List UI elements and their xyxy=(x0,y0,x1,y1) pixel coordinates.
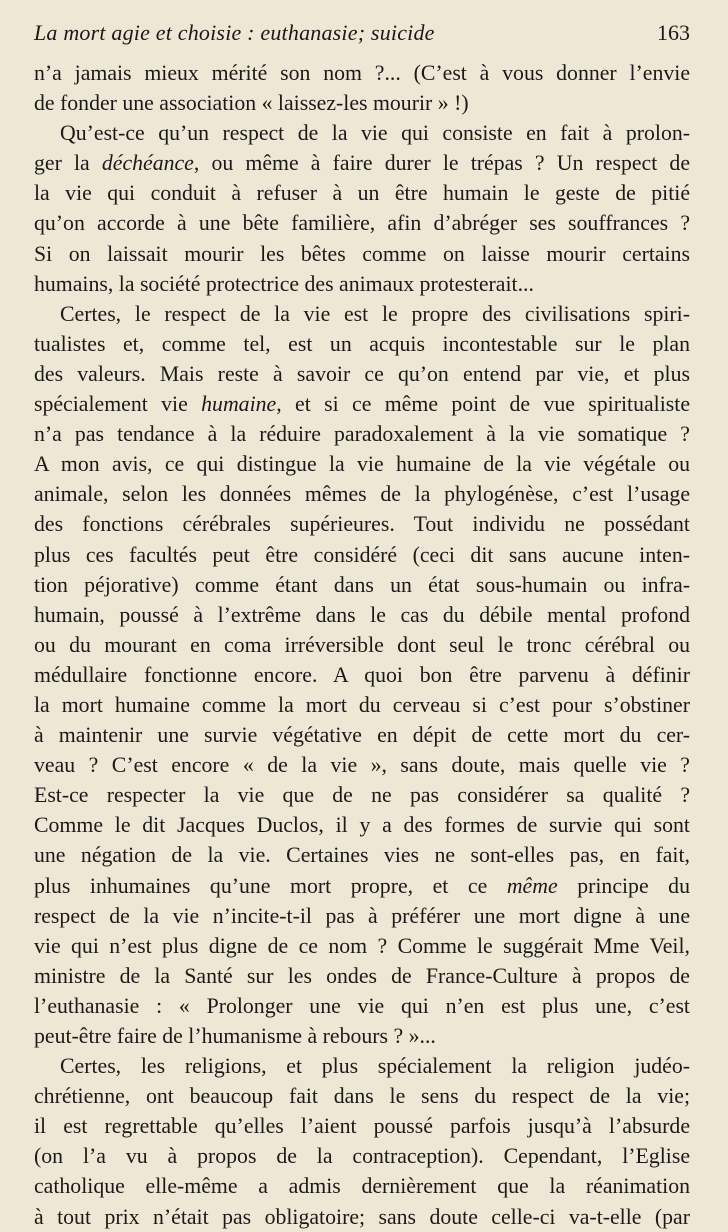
text-line xyxy=(34,720,690,750)
text-run: qu’on accorde à une bête familière, afin d’abréger ses souffrances ? xyxy=(34,211,690,236)
text-run: peut-être faire de l’humanisme à rebours ? »... xyxy=(34,1024,436,1048)
text-line xyxy=(34,449,690,479)
text-run: des fonctions cérébrales supérieures. Tout individu ne possédant xyxy=(34,512,690,537)
text-line xyxy=(34,148,690,178)
italic-text: déchéance xyxy=(101,151,194,176)
text-line xyxy=(34,1202,690,1232)
text-line xyxy=(34,1141,690,1171)
text-run: n’a pas tendance à la réduire paradoxalement à la vie somatique ? xyxy=(34,422,690,447)
text-run: ou du mourant en coma irréversible dont seul le tronc cérébral ou xyxy=(34,632,690,657)
text-run: (on l’a vu à propos de la contraception). Cependant, l’Eglise xyxy=(34,1144,690,1169)
text-run: veau ? C’est encore « de la vie », sans doute, mais quelle vie ? xyxy=(34,753,690,778)
text-run: ministre de la Santé sur les ondes de France-Culture à propos de xyxy=(34,963,690,988)
text-line xyxy=(34,239,690,269)
text-line xyxy=(34,359,690,389)
text-line xyxy=(34,1051,690,1081)
text-run: , ou même à faire durer le trépas ? Un respect de xyxy=(193,151,690,176)
text-line xyxy=(34,780,690,810)
text-run: humains, la société protectrice des animaux protesterait... xyxy=(34,271,534,296)
text-line xyxy=(34,961,690,991)
text-line xyxy=(34,991,690,1021)
text-line xyxy=(34,901,690,931)
text-run: à tout prix n’était pas obligatoire; sans doute celle-ci va-t-elle (par xyxy=(34,1204,690,1229)
text-line xyxy=(34,840,690,870)
text-run: principe du xyxy=(557,873,690,898)
text-line xyxy=(34,1171,690,1201)
text-line xyxy=(34,931,690,961)
text-line xyxy=(34,479,690,509)
text-line xyxy=(34,509,690,539)
text-run: ger la xyxy=(34,151,102,176)
text-line xyxy=(34,419,690,449)
text-run: la mort humaine comme la mort du cerveau si c’est pour s’obstiner xyxy=(34,692,690,717)
page-number: 163 xyxy=(657,20,690,45)
text-line xyxy=(34,600,690,630)
running-title: La mort agie et choisie : euthanasie; suicide xyxy=(34,20,435,45)
text-run: plus inhumaines qu’une mort propre, et ce xyxy=(34,873,507,898)
text-line xyxy=(34,630,690,660)
text-run: Certes, les religions, et plus spécialement la religion judéo- xyxy=(60,1054,690,1079)
text-run: Certes, le respect de la vie est le propre des civilisations spiri- xyxy=(60,301,690,326)
text-run: tion péjorative) comme étant dans un état sous-humain ou infra- xyxy=(34,572,690,597)
italic-text: même xyxy=(506,873,558,898)
text-line xyxy=(34,1111,690,1141)
text-run: catholique elle-même a admis dernièrement que la réanimation xyxy=(34,1174,690,1199)
paragraph xyxy=(34,58,690,118)
text-line xyxy=(34,540,690,570)
text-line xyxy=(34,329,690,359)
text-line xyxy=(34,118,690,148)
text-run: des valeurs. Mais reste à savoir ce qu’on entend par vie, et plus xyxy=(34,361,690,386)
text-line xyxy=(34,570,690,600)
text-run: chrétienne, ont beaucoup fait dans le sens du respect de la vie; xyxy=(34,1084,690,1109)
text-run: respect de la vie n’incite-t-il pas à préférer une mort digne à une xyxy=(34,903,690,928)
text-line xyxy=(34,269,690,299)
text-line xyxy=(34,1021,690,1051)
text-run: Qu’est-ce qu’un respect de la vie qui consiste en fait à prolon- xyxy=(60,121,690,146)
text-line xyxy=(34,871,690,901)
text-run: , et si ce même point de vue spiritualiste xyxy=(276,392,690,417)
text-run: vie qui n’est plus digne de ce nom ? Comme le suggérait Mme Veil, xyxy=(34,933,690,958)
text-run: médullaire fonctionne encore. A quoi bon être parvenu à définir xyxy=(34,662,690,687)
text-line xyxy=(34,299,690,329)
text-line xyxy=(34,178,690,208)
text-run: A mon avis, ce qui distingue la vie humaine de la vie végétale ou xyxy=(34,452,690,477)
page-header xyxy=(34,20,690,52)
body-text xyxy=(34,58,690,1232)
text-run: de fonder une association « laissez-les mourir » !) xyxy=(34,91,469,116)
paragraph xyxy=(34,299,690,1051)
text-line xyxy=(34,810,690,840)
text-run: la vie qui conduit à refuser à un être humain le geste de pitié xyxy=(34,181,690,206)
text-line xyxy=(34,1081,690,1111)
text-line xyxy=(34,389,690,419)
text-run: Si on laissait mourir les bêtes comme on laisse mourir certains xyxy=(34,241,690,266)
italic-text: humaine xyxy=(201,392,277,417)
text-run: animale, selon les données mêmes de la phylogénèse, c’est l’usage xyxy=(34,482,690,507)
text-run: plus ces facultés peut être considéré (ceci dit sans aucune inten- xyxy=(34,542,690,567)
text-run: humain, poussé à l’extrême dans le cas du débile mental profond xyxy=(34,602,690,627)
paragraph xyxy=(34,118,690,299)
text-run: à maintenir une survie végétative en dépit de cette mort du cer- xyxy=(34,723,690,748)
text-run: il est regrettable qu’elles l’aient poussé parfois jusqu’à l’absurde xyxy=(34,1114,690,1139)
text-line xyxy=(34,208,690,238)
text-line xyxy=(34,58,690,88)
text-run: Est-ce respecter la vie que de ne pas considérer sa qualité ? xyxy=(34,783,690,808)
text-run: Comme le dit Jacques Duclos, il y a des formes de survie qui sont xyxy=(34,813,690,838)
text-run: tualistes et, comme tel, est un acquis incontestable sur le plan xyxy=(34,331,690,356)
text-run: une négation de la vie. Certaines vies ne sont-elles pas, en fait, xyxy=(34,843,690,868)
text-line xyxy=(34,660,690,690)
text-line xyxy=(34,750,690,780)
text-run: spécialement vie xyxy=(34,392,202,417)
paragraph xyxy=(34,1051,690,1232)
text-line xyxy=(34,690,690,720)
text-run: l’euthanasie : « Prolonger une vie qui n’en est plus une, c’est xyxy=(34,993,690,1018)
text-line xyxy=(34,88,690,118)
text-run: n’a jamais mieux mérité son nom ?... (C’est à vous donner l’envie xyxy=(34,61,690,85)
